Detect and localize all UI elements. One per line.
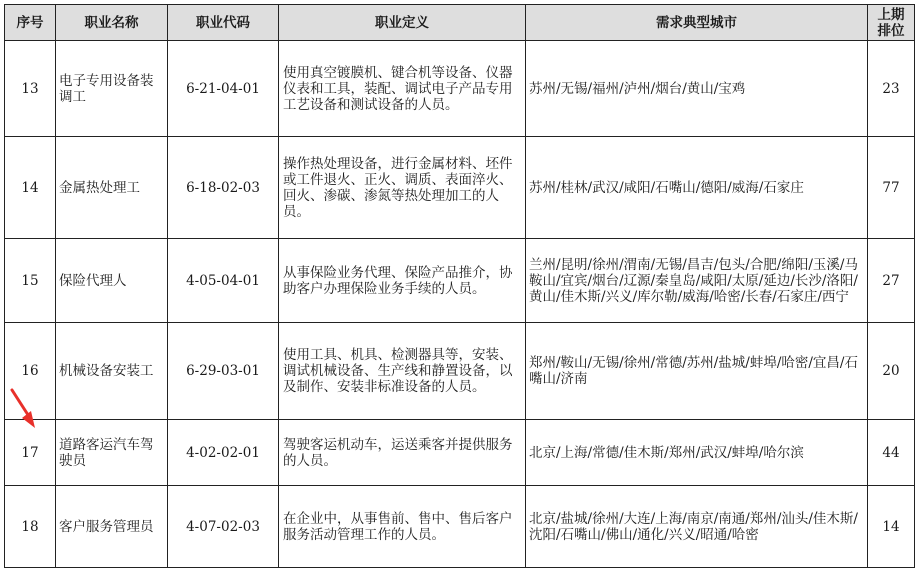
cell-last-rank: 27: [868, 239, 915, 323]
cell-definition: 在企业中，从事售前、售中、售后客户服务活动管理工作的人员。: [279, 486, 526, 568]
header-definition: 职业定义: [279, 5, 526, 41]
cell-cities: 兰州/昆明/徐州/渭南/无锡/昌吉/包头/合肥/绵阳/玉溪/马鞍山/宜宾/烟台/辽源/秦皇岛/咸阳/太原/延边/长沙/洛阳/黄山/佳木斯/兴义/库尔勒/威海/哈密/长春/石家庄/西宁: [526, 239, 868, 323]
cell-cities: 苏州/无锡/福州/泸州/烟台/黄山/宝鸡: [526, 41, 868, 137]
cell-seq: 14: [5, 137, 56, 239]
table-row: [5, 323, 915, 420]
cell-name: 电子专用设备装调工: [56, 41, 168, 137]
cell-definition: 从事保险业务代理、保险产品推介，协助客户办理保险业务手续的人员。: [279, 239, 526, 323]
cell-code: 6-29-03-01: [168, 323, 279, 420]
cell-name: 客户服务管理员: [56, 486, 168, 568]
cell-seq: 16: [5, 323, 56, 420]
cell-code: 4-07-02-03: [168, 486, 279, 568]
cell-seq: 18: [5, 486, 56, 568]
cell-name: 金属热处理工: [56, 137, 168, 239]
cell-last-rank: 77: [868, 137, 915, 239]
cell-cities: 郑州/鞍山/无锡/徐州/常德/苏州/盐城/蚌埠/哈密/宜昌/石嘴山/济南: [526, 323, 868, 420]
header-cities: 需求典型城市: [526, 5, 868, 41]
cell-last-rank: 23: [868, 41, 915, 137]
cell-cities: 北京/盐城/徐州/大连/上海/南京/南通/郑州/汕头/佳木斯/沈阳/石嘴山/佛山/通化/兴义/昭通/哈密: [526, 486, 868, 568]
header-name: 职业名称: [56, 5, 168, 41]
cell-name: 道路客运汽车驾驶员: [56, 420, 168, 486]
cell-definition: 操作热处理设备，进行金属材料、坯件或工件退火、正火、调质、表面淬火、回火、渗碳、渗氮等热处理加工的人员。: [279, 137, 526, 239]
table-header-row: [5, 5, 915, 41]
table-row: [5, 41, 915, 137]
table-row: [5, 486, 915, 568]
cell-seq: 13: [5, 41, 56, 137]
cell-code: 6-21-04-01: [168, 41, 279, 137]
table-row: [5, 137, 915, 239]
cell-last-rank: 20: [868, 323, 915, 420]
header-code: 职业代码: [168, 5, 279, 41]
occupation-table: [4, 4, 915, 568]
cell-definition: 使用真空镀膜机、键合机等设备、仪器仪表和工具，装配、调试电子产品专用工艺设备和测试设备的人员。: [279, 41, 526, 137]
header-seq: 序号: [5, 5, 56, 41]
table-row: [5, 420, 915, 486]
table-row: [5, 239, 915, 323]
cell-definition: 驾驶客运机动车，运送乘客并提供服务的人员。: [279, 420, 526, 486]
cell-seq: 17: [5, 420, 56, 486]
cell-seq: 15: [5, 239, 56, 323]
cell-code: 6-18-02-03: [168, 137, 279, 239]
cell-cities: 北京/上海/常德/佳木斯/郑州/武汉/蚌埠/哈尔滨: [526, 420, 868, 486]
cell-cities: 苏州/桂林/武汉/咸阳/石嘴山/德阳/威海/石家庄: [526, 137, 868, 239]
cell-last-rank: 14: [868, 486, 915, 568]
header-last-rank: 上期 排位: [868, 5, 915, 41]
cell-name: 机械设备安装工: [56, 323, 168, 420]
cell-code: 4-05-04-01: [168, 239, 279, 323]
cell-name: 保险代理人: [56, 239, 168, 323]
cell-code: 4-02-02-01: [168, 420, 279, 486]
cell-last-rank: 44: [868, 420, 915, 486]
cell-definition: 使用工具、机具、检测器具等，安装、调试机械设备、生产线和静置设备，以及制作、安装非标准设备的人员。: [279, 323, 526, 420]
